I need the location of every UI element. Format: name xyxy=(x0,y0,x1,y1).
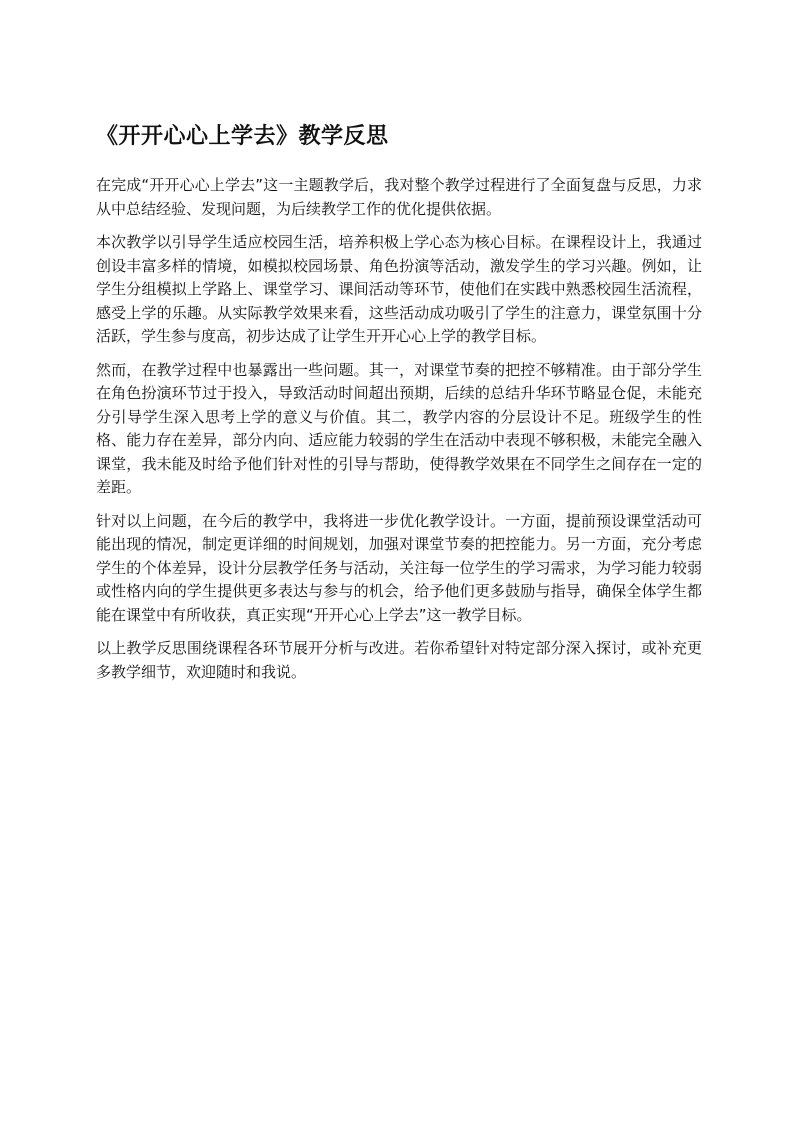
document-title: 《开开心心上学去》教学反思 xyxy=(96,124,389,149)
paragraph-teaching-design: 本次教学以引导学生适应校园生活，培养积极上学心态为核心目标。在课程设计上，我通过创设丰富多样的情境，如模拟校园场景、角色扮演等活动，激发学生的学习兴趣。例如，让学生分组模拟上学路上、课堂学习、课间活动等环节，使他们在实践中熟悉校园生活流程，感受上学的乐趣。从实际教学效果来看，这些活动成功吸引了学生的注意力，课堂氛围十分活跃，学生参与度高，初步达成了让学生开开心心上学的教学目标。 xyxy=(96,233,702,345)
paragraph-intro: 在完成“开开心心上学去”这一主题教学后，我对整个教学过程进行了全面复盘与反思，力求从中总结经验、发现问题，为后续教学工作的优化提供依据。 xyxy=(96,176,702,218)
paragraph-problems: 然而，在教学过程中也暴露出一些问题。其一，对课堂节奏的把控不够精准。由于部分学生在角色扮演环节过于投入，导致活动时间超出预期，后续的总结升华环节略显仓促，未能充分引导学生深入思考上学的意义与价值。其二，教学内容的分层设计不足。班级学生的性格、能力存在差异，部分内向、适应能力较弱的学生在活动中表现不够积极，未能完全融入课堂，我未能及时给予他们针对性的引导与帮助，使得教学效果在不同学生之间存在一定的差距。 xyxy=(96,360,702,496)
paragraph-improvements: 针对以上问题，在今后的教学中，我将进一步优化教学设计。一方面，提前预设课堂活动可能出现的情况，制定更详细的时间规划，加强对课堂节奏的把控能力。另一方面，充分考虑学生的个体差异，设计分层教学任务与活动，关注每一位学生的学习需求，为学习能力较弱或性格内向的学生提供更多表达与参与的机会，给予他们更多鼓励与指导，确保全体学生都能在课堂中有所收获，真正实现“开开心心上学去”这一教学目标。 xyxy=(96,511,702,624)
paragraph-closing: 以上教学反思围绕课程各环节展开分析与改进。若你希望针对特定部分深入探讨，或补充更多教学细节，欢迎随时和我说。 xyxy=(96,639,702,681)
document-page xyxy=(96,120,702,694)
